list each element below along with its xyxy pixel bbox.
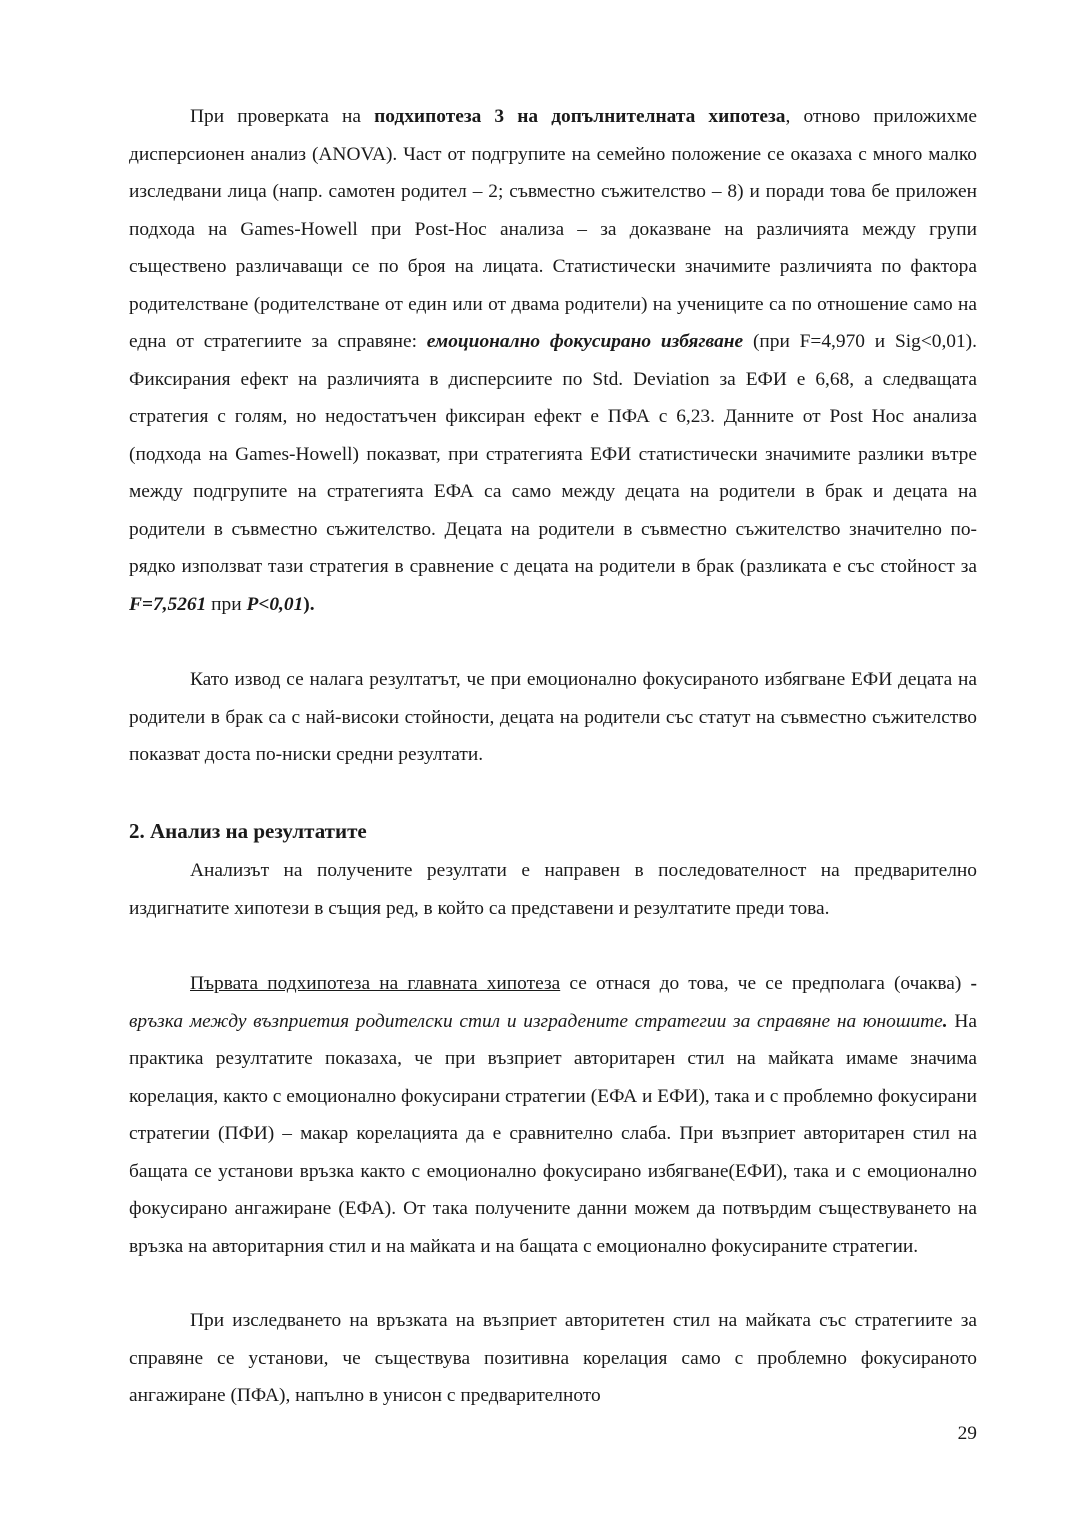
p-value: P<0,01 [246, 593, 304, 615]
page-number: 29 [957, 1423, 977, 1444]
text-run: , отново приложихме дисперсионен анализ (ANOVA). Част от подгрупите на семейно положение се оказаха с много малко изследвани лица (напр. самотен родител – 2; съвместно съжителство – 8) и поради това бе приложен подхода на Games-Howell при Post-Hoc анализа – за доказване на различията между групи съществено различаващи се по броя на лицата. Статистически значимите различията по фактора родителстване (родителстване от един или от двама родители) на учениците са по отношение само на една от стратегиите за справяне: [129, 106, 977, 352]
underlined-run: Първата подхипотеза на главната хипотеза [190, 973, 561, 994]
bold-run: подхипотеза 3 на допълнителната хипотеза [374, 106, 786, 127]
paragraph-conclusion [129, 661, 977, 774]
section-heading: 2. Анализ на резултатите [129, 819, 367, 843]
paragraph-analysis-intro [129, 852, 977, 927]
bold-italic-run [427, 331, 743, 352]
bold-italic-run [129, 594, 206, 615]
bold-run: - [970, 973, 978, 994]
italic-period: . [942, 1010, 948, 1032]
text-run: При изследването на връзката на възприет авторитетен стил на майката със стратегиите за справяне се установи, че съществува позитивна корелация само с проблемно фокусираното ангажиране (ПФА), напълно в унисон с предварителното [129, 1310, 977, 1406]
f-value: F=7,5261 [129, 593, 207, 615]
text-run: При проверката на [190, 106, 375, 127]
text-run: се отнася до това, че се предполага (очаква) [560, 973, 971, 994]
bold-run: ). [303, 593, 315, 615]
strategy-term: емоционално фокусирано избягване [426, 331, 744, 352]
text-run: (при F=4,970 и Sig<0,01). Фиксирания ефект на различията в дисперсиите по Std. Deviation за ЕФИ е 6,68, а следващата стратегия с голям, но недостатъчен фиксиран ефект е ПФА с 6,23. Данните от Post Hoc анализа (подхода на Games-Howell) показват, при стратегията ЕФИ статистически значимите разлики вътре между подгрупите на стратегията ЕФА са само между децата на родители в брак и децата на родители в съвместно съжителство. Децата на родители в съвместно съжителство значително по-рядко използват тази стратегия в сравнение с децата на родители в брак (разликата е със стойност за [129, 331, 977, 577]
paragraph-authoritative-style [129, 1302, 977, 1415]
paragraph-first-subhypothesis [129, 965, 977, 1265]
text-run: Анализът на получените резултати е направен в последователност на предварително издигнатите хипотези в същия ред, в който са представени и резултатите преди това. [129, 860, 977, 919]
text-run: Като извод се налага резултатът, че при емоционално фокусираното избягване ЕФИ децата на родители в брак са с най-високи стойности, децата на родители със статут на съвместно съжителство показват доста по-ниски средни резултати. [129, 669, 977, 765]
text-run: при [206, 593, 247, 615]
bold-italic-run [246, 594, 303, 615]
italic-run: връзка между възприетия родителски стил и изградените стратегии за справяне на юношите [129, 1010, 943, 1032]
paragraph-anova-results [129, 98, 977, 623]
text-run: На практика резултатите показаха, че при възприет авторитарен стил на майката имаме значима корелация, както с емоционално фокусирани стратегии (ЕФА и ЕФИ), така и с проблемно фокусирани стратегии (ПФИ) – макар корелацията да е сравнително слаба. При възприет авторитарен стил на бащата се установи връзка както с емоционално фокусирано избягване(ЕФИ), така и с емоционално фокусирано ангажиране (ЕФА). От така получените данни можем да потвърдим съществуването на връзка на авторитарния стил и на майката и на бащата с емоционално фокусираните стратегии. [129, 1010, 977, 1257]
